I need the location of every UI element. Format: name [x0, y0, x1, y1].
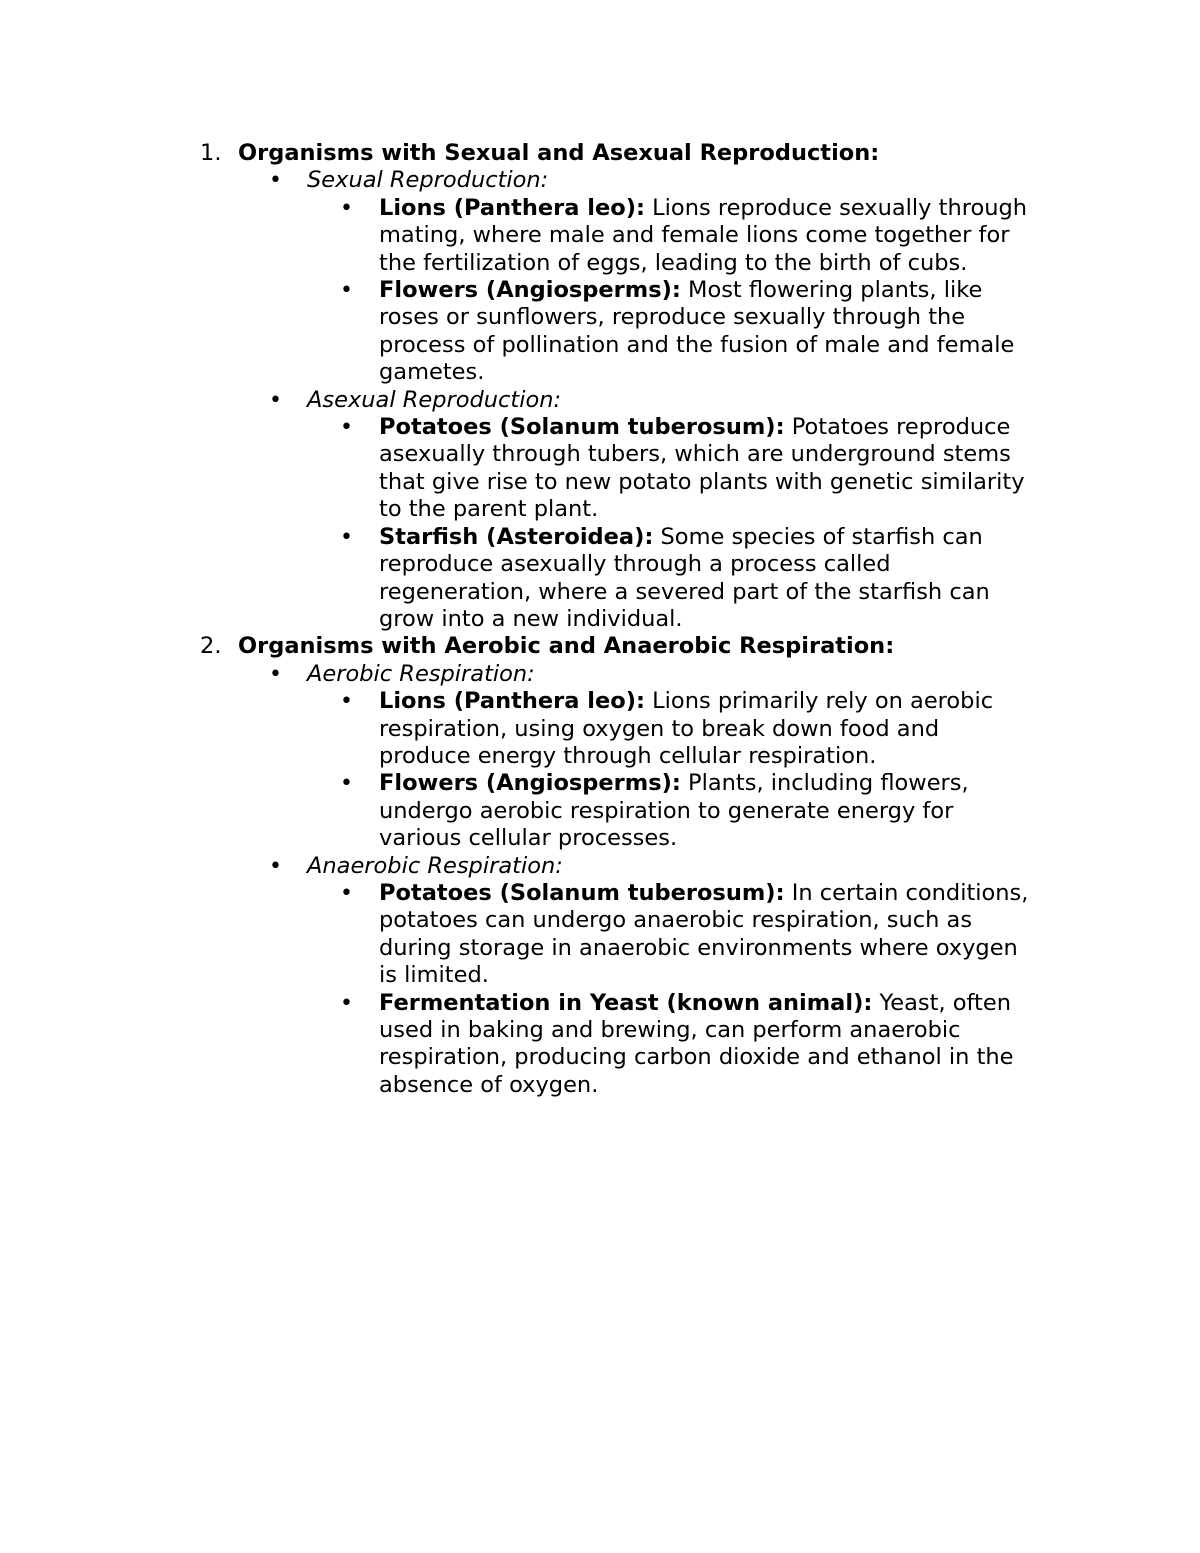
item-text: Plants, including flowers, undergo aerobic respiration to generate energy for various cellular processes.: [379, 770, 969, 852]
bullet-icon: •: [269, 853, 282, 879]
item-term: Potatoes (Solanum tuberosum):: [379, 414, 785, 441]
subsection-anaerobic-respiration: [0, 853, 1200, 880]
subsection-aerobic-respiration: [0, 661, 1200, 688]
document-page: [0, 140, 1200, 1099]
list-item: [0, 688, 1200, 770]
list-item: [0, 880, 1200, 990]
subsection-asexual-reproduction: [0, 387, 1200, 414]
item-text: Most flowering plants, like roses or sunflowers, reproduce sexually through the process of pollination and the fusion of male and female gametes.: [379, 277, 1015, 386]
bullet-icon: •: [269, 661, 282, 687]
bullet-icon: •: [269, 387, 282, 413]
bullet-icon: •: [340, 195, 353, 221]
bullet-icon: •: [340, 990, 353, 1016]
item-text: Potatoes reproduce asexually through tubers, which are underground stems that give rise to new potato plants with genetic similarity to the parent plant.: [379, 414, 1025, 523]
bullet-icon: •: [340, 524, 353, 550]
subsection-sexual-reproduction: [0, 167, 1200, 194]
bullet-icon: •: [340, 771, 353, 797]
list-item: [0, 524, 1200, 634]
bullet-icon: •: [340, 689, 353, 715]
bullet-icon: •: [340, 278, 353, 304]
subsection-heading: Anaerobic Respiration:: [307, 852, 563, 879]
item-term: Potatoes (Solanum tuberosum):: [379, 879, 785, 906]
list-item: [0, 277, 1200, 387]
list-item: [0, 990, 1200, 1100]
list-item: [0, 414, 1200, 524]
item-term: Fermentation in Yeast (known animal):: [379, 989, 873, 1016]
section-heading: Organisms with Aerobic and Anaerobic Respiration:: [238, 633, 895, 660]
item-term: Starfish (Asteroidea):: [379, 523, 654, 550]
bullet-icon: •: [340, 880, 353, 906]
bullet-icon: •: [340, 415, 353, 441]
item-term: Lions (Panthera leo):: [379, 194, 645, 221]
item-term: Lions (Panthera leo):: [379, 688, 645, 715]
item-text: Lions primarily rely on aerobic respiration, using oxygen to break down food and produce energy through cellular respiration.: [379, 688, 994, 769]
list-item: [0, 195, 1200, 277]
item-term: Flowers (Angiosperms):: [379, 277, 681, 304]
section-1: [0, 140, 1200, 167]
section-heading: Organisms with Sexual and Asexual Reproduction:: [238, 140, 880, 166]
item-text: Lions reproduce sexually through mating, where male and female lions come together for the fertilization of eggs, leading to the birth of cubs.: [379, 194, 1028, 276]
item-text: In certain conditions, potatoes can undergo anaerobic respiration, such as during storage in anaerobic environments where oxygen is limited.: [379, 879, 1029, 989]
section-number: 1.: [200, 140, 222, 166]
subsection-heading: Aerobic Respiration:: [307, 660, 535, 687]
item-term: Flowers (Angiosperms):: [379, 770, 681, 797]
item-text: Yeast, often used in baking and brewing, can perform anaerobic respiration, producing carbon dioxide and ethanol in the absence of oxygen.: [379, 989, 1014, 1098]
section-number: 2.: [200, 633, 222, 660]
section-2: [0, 633, 1200, 660]
item-text: Some species of starfish can reproduce asexually through a process called regeneration, where a severed part of the starfish can grow into a new individual.: [379, 523, 990, 632]
list-item: [0, 770, 1200, 852]
subsection-heading: Sexual Reproduction:: [307, 167, 549, 194]
subsection-heading: Asexual Reproduction:: [307, 386, 562, 413]
bullet-icon: •: [269, 168, 282, 194]
